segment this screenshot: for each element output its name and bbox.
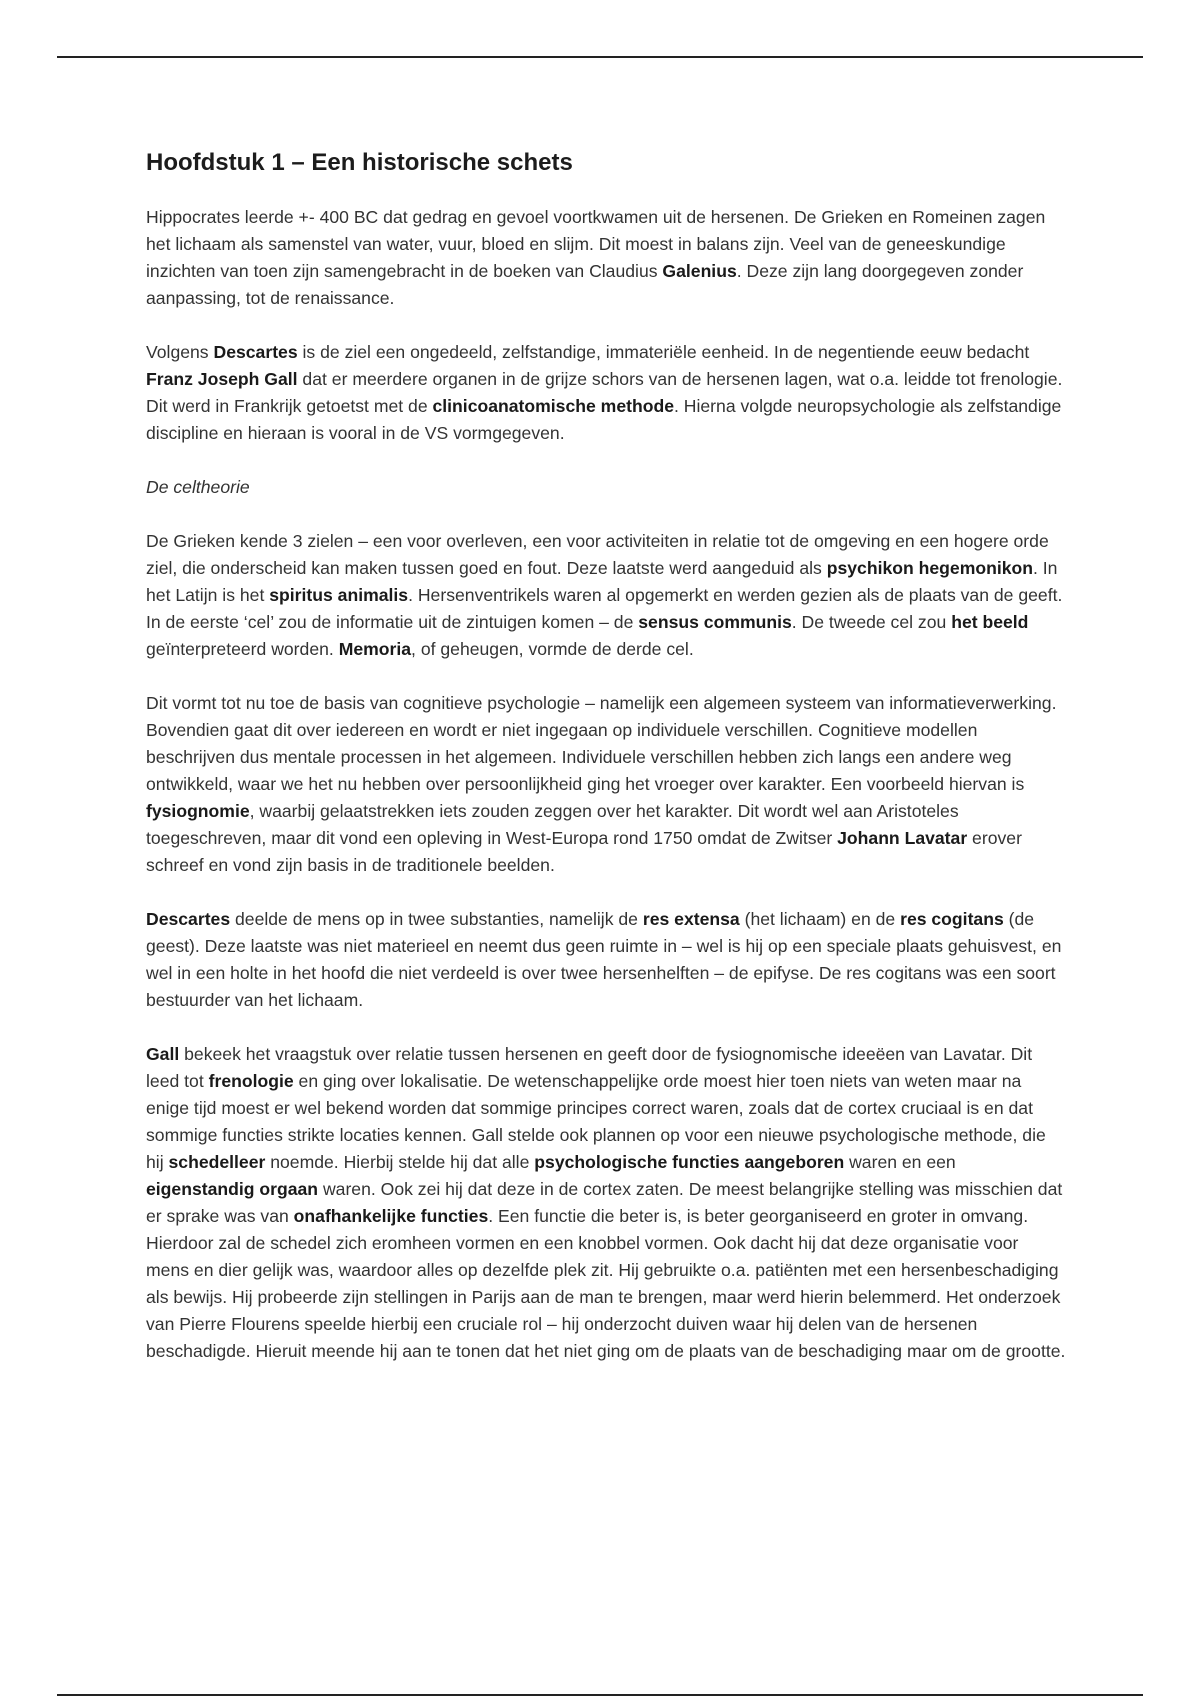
bold-term: schedelleer [168,1152,266,1172]
bold-term: Descartes [213,342,298,362]
text-run: Dit vormt tot nu toe de basis van cognitieve psychologie – namelijk een algemeen systeem van informatieverwerking. Bovendien gaat dit over iedereen en wordt er niet ingegaan op individuele verschillen. Cognitieve modellen beschrijven dus mentale processen in het algemeen. Individuele verschillen hebben zich langs een andere weg ontwikkeld, waar we het nu hebben over persoonlijkheid ging het vroeger over karakter. Een voorbeeld hiervan is [146,693,1057,794]
text-run: geïnterpreteerd worden. [146,639,339,659]
document-body [146,146,1066,1392]
text-run: bekeek het vraagstuk over relatie tussen hersenen en geeft door de fysiognomische ideeëen van Lavatar. Dit leed tot [146,1044,1033,1091]
paragraph-list [146,204,1066,1365]
text-run: , waarbij gelaatstrekken iets zouden zeggen over het karakter. Dit wordt wel aan Aristoteles toegeschreven, maar dit vond een opleving in West-Europa rond 1750 omdat de Zwitser [146,801,959,848]
text-run: waren. Ook zei hij dat deze in de cortex zaten. De meest belangrijke stelling was misschien dat er sprake was van [146,1179,1063,1226]
text-run: noemde. Hierbij stelde hij dat alle [265,1152,535,1172]
bold-term: res extensa [642,909,740,929]
bold-term: Galenius [662,261,737,281]
text-run: Volgens [146,342,214,362]
text-run: . Hierna volgde neuropsychologie als zelfstandige discipline en hieraan is vooral in de VS vormgegeven. [146,396,1062,443]
text-run: . Een functie die beter is, is beter georganiseerd en groter in omvang. Hierdoor zal de schedel zich eromheen vormen en een knobbel vormen. Ook dacht hij dat deze organisatie voor mens en dier gelijk was, waardoor alles op dezelfde plek zit. Hij gebruikte o.a. patiënten met een hersenbeschadiging als bewijs. Hij probeerde zijn stellingen in Parijs aan de man te brengen, maar werd hierin belemmerd. Het onderzoek van Pierre Flourens speelde hierbij een cruciale rol – hij onderzocht duiven waar hij delen van de hersenen beschadigde. Hieruit meende hij aan te tonen dat het niet ging om de plaats van de beschadiging maar om de grootte. [146,1206,1066,1361]
text-run: (het lichaam) en de [739,909,901,929]
text-run: Hippocrates leerde +- 400 BC dat gedrag en gevoel voortkwamen uit de hersenen. De Grieken en Romeinen zagen het lichaam als samenstel van water, vuur, bloed en slijm. Dit moest in balans zijn. Veel van de geneeskundige inzichten van toen zijn samengebracht in de boeken van Claudius [146,207,1046,281]
paragraph [146,690,1066,879]
text-run: De Grieken kende 3 zielen – een voor overleven, een voor activiteiten in relatie tot de omgeving en een hogere orde ziel, die onderscheid kan maken tussen goed en fout. Deze laatste werd aangeduid als [146,531,1049,578]
bold-term: res cogitans [900,909,1004,929]
bold-term: fysiognomie [146,801,250,821]
bottom-rule [57,1694,1143,1696]
paragraph [146,1041,1066,1365]
text-run: De celtheorie [146,477,250,497]
bold-term: onafhankelijke functies [293,1206,489,1226]
bold-term: Descartes [146,909,231,929]
text-run: . Hersenventrikels waren al opgemerkt en werden gezien als de plaats van de geeft. In de eerste ‘cel’ zou de informatie uit de zintuigen komen – de [146,585,1063,632]
bold-term: Gall [146,1044,180,1064]
bold-term: frenologie [208,1071,294,1091]
paragraph [146,204,1066,312]
bold-term: Johann Lavatar [837,828,968,848]
text-run: (de geest). Deze laatste was niet materieel en neemt dus geen ruimte in – wel is hij op een speciale plaats gehuisvest, en wel in een holte in het hoofd die niet verdeeld is over twee hersenhelften – de epifyse. De res cogitans was een soort bestuurder van het lichaam. [146,909,1062,1010]
top-rule [57,56,1143,58]
text-run: dat er meerdere organen in de grijze schors van de hersenen lagen, wat o.a. leidde tot frenologie. Dit werd in Frankrijk getoetst met de [146,369,1063,416]
bold-term: het beeld [951,612,1029,632]
paragraph [146,339,1066,447]
paragraph [146,528,1066,663]
text-run: . In het Latijn is het [146,558,1058,605]
bold-term: psychikon hegemonikon [826,558,1034,578]
text-run: en ging over lokalisatie. De wetenschappelijke orde moest hier toen niets van weten maar na enige tijd moest er wel bekend worden dat sommige principes correct waren, zoals dat de cortex cruciaal is en dat sommige functies strikte locaties kennen. Gall stelde ook plannen op voor een nieuwe psychologische methode, die hij [146,1071,1046,1172]
bold-term: clinicoanatomische methode [432,396,674,416]
paragraph [146,906,1066,1014]
text-run: is de ziel een ongedeeld, zelfstandige, immateriële eenheid. In de negentiende eeuw bedacht [297,342,1030,362]
bold-term: sensus communis [638,612,792,632]
text-run: . De tweede cel zou [791,612,952,632]
bold-term: spiritus animalis [269,585,409,605]
bold-term: Franz Joseph Gall [146,369,298,389]
bold-term: Memoria [338,639,412,659]
text-run: deelde de mens op in twee substanties, namelijk de [230,909,643,929]
bold-term: psychologische functies aangeboren [534,1152,845,1172]
section-subheading [146,474,1066,501]
text-run: , of geheugen, vormde de derde cel. [411,639,694,659]
bold-term: eigenstandig orgaan [146,1179,319,1199]
text-run: . Deze zijn lang doorgegeven zonder aanpassing, tot de renaissance. [146,261,1024,308]
chapter-title: Hoofdstuk 1 – Een historische schets [146,149,573,176]
text-run: waren en een [844,1152,956,1172]
text-run: erover schreef en vond zijn basis in de traditionele beelden. [146,828,1022,875]
